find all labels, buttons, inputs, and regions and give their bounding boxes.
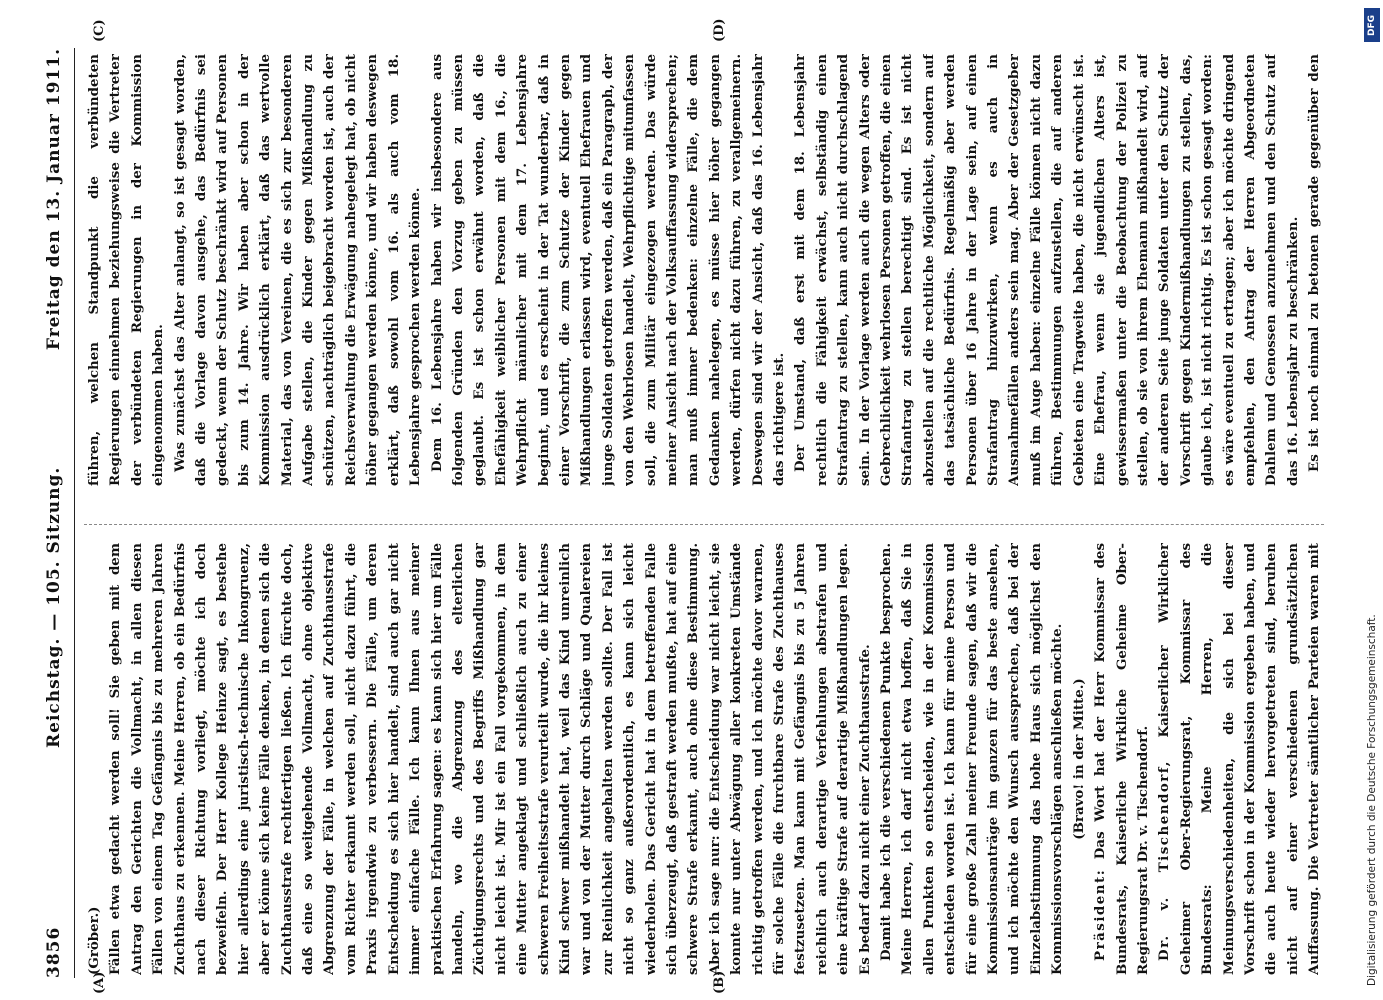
page-title: Reichstag. — 105. Sitzung. <box>44 466 64 748</box>
margin-marker-d: (D) <box>712 18 727 42</box>
right-column <box>84 54 1324 486</box>
margin-marker-a: (A) <box>92 971 107 994</box>
paragraph: Damit habe ich die verschiedenen Punkte besprochen. Meine Herren, ich darf nicht etwa hoffen, daß Sie in allen Punkten so entscheiden, wie in der Kommission entschieden worden ist. Ich kann für meine Person und für eine große Zahl meiner Freunde sagen, daß wir die Kommissionsanträge im ganzen für das beste ansehen, und ich möchte den Wunsch aussprechen, daß bei der Einzelabstimmung das hohe Haus sich möglichst den Kommissionsvorschlägen anschließen möchte. <box>878 543 1066 975</box>
applause-note: (Bravo! in der Mitte.) <box>1070 678 1087 840</box>
margin-marker-c: (C) <box>92 19 107 42</box>
president-paragraph <box>1090 543 1154 975</box>
margin-marker-b: (B) <box>712 970 727 994</box>
paragraph: Der Umstand, daß erst mit dem 18. Lebensjahr rechtlich die Fähigkeit erwächst, selbständig einen Strafantrag zu stellen, kann auch nicht durchschlagend sein. In der Vorlage werden auch die wegen Alters oder Gebrechlichkeit wehrlosen Personen getroffen, die einen Strafantrag zu stellen berechtigt sind. Es ist nicht abzustellen auf die rechtliche Möglichkeit, sondern auf das tatsächliche Bedürfnis. Regelmäßig aber werden Personen über 16 Jahre in der Lage sein, auf einen Strafantrag hinzuwirken, wenn es auch in Ausnahmefällen anders sein mag. Aber der Gesetzgeber muß im Auge haben: einzelne Fälle können nicht dazu führen, Bestimmungen aufzustellen, die auf anderen Gebieten eine Tragweite haben, die nicht erwünscht ist. Eine Ehefrau, wenn sie jugendlichen Alters ist, gewissermaßen unter die Beobachtung der Polizei zu stellen, ob sie von ihrem Ehemann mißhandelt wird, auf der anderen Seite junge Soldaten unter den Schutz der Vorschrift gegen Kindermißhandlungen zu stellen, das, glaube ich, ist nicht richtig. Es ist schon gesagt worden: es wäre eventuell zu ertragen; aber ich möchte dringend empfehlen, den Antrag der Herren Abgeordneten Dahlem und Genossen anzunehmen und den Schutz auf das 16. Lebensjahr zu beschränken. <box>792 54 1301 486</box>
paragraph: Es ist noch einmal zu betonen gerade gegenüber den <box>1306 54 1323 472</box>
dfg-logo: DFG <box>1364 8 1380 42</box>
paragraph: Dem 16. Lebensjahre haben wir insbesondere aus folgenden Gründen den Vorzug geben zu müssen geglaubt. Es ist schon erwähnt worden, daß die Ehefähigkeit weiblicher Personen mit dem 16., die Wehrpflicht männlicher mit dem 17. Lebensjahre beginnt, und es erscheint in der Tat wunderbar, daß in einer Vorschrift, die zum Schutze der Kinder gegen Mißhandlungen erlassen wird, eventuell Ehefrauen und junge Soldaten getroffen werden, daß ein Paragraph, der von den Wehrlosen handelt, Wehrpflichtige mitumfassen soll, die zum Militär eingezogen werden. Das würde meiner Ansicht nach der Volksauffassung widersprechen; man muß immer bedenken: einzelne Fälle, die dem Gedanken nahelegen, es müsse hier höher gegangen werden, dürfen nicht dazu führen, zu verallgemeinern. Deswegen sind wir der Ansicht, daß das 16. Lebensjahr das richtigere ist. <box>428 54 787 486</box>
page-header <box>40 48 70 978</box>
speaker-paragraph <box>1154 543 1324 975</box>
paragraph: Was zunächst das Alter anlangt, so ist gesagt worden, daß die Vorlage davon ausgehe, das Bedürfnis sei gedeckt, wenn der Schutz beschränkt wird auf Personen bis zum 14. Jahre. Wir haben aber schon in der Kommission ausdrücklich erklärt, daß das wertvolle Material, das von Vereinen, die es sich zur besonderen Aufgabe stellen, die Kinder gegen Mißhandlung zu schützen, nachträglich beigebracht worden ist, auch der Reichsverwaltung die Erwägung nahegelegt hat, ob nicht höher gegangen werden könne, und wir haben deswegen erklärt, daß sowohl vom 16. als auch vom 18. Lebensjahre gesprochen werden könne. <box>171 54 424 486</box>
left-column <box>84 543 1324 975</box>
page-date: Freitag den 13. Januar 1911. <box>44 48 64 351</box>
paragraph: führen, welchen Standpunkt die verbündeten Regierungen einnehmen beziehungsweise die Vertreter der verbündeten Regierungen in der Kommission eingenommen haben. <box>86 54 167 486</box>
page-number: 3856 <box>44 926 64 978</box>
header-rule <box>74 48 75 978</box>
digitization-credit: Digitalisierung gefördert durch die Deutsche Forschungsgemeinschaft. <box>1366 614 1378 986</box>
column-divider <box>84 524 1324 525</box>
paragraph: Fällen etwa gedacht werden soll! Sie geben mit dem Antrag den Gerichten die Vollmacht, in allen diesen Fällen von einem Tag Gefängnis bis zu mehreren Jahren Zuchthaus zu erkennen. Meine Herren, ob ein Bedürfnis nach dieser Richtung vorliegt, möchte ich doch bezweifeln. Der Herr Kollege Heinze sagt, es bestehe hier allerdings eine juristisch-technische Inkongruenz, aber er könne sich keine Fälle denken, in denen sich die Zuchthausstrafe rechtfertigen ließen. Ich fürchte doch, daß eine so weitgehende Vollmacht, ohne objektive Abgrenzung der Fälle, in welchen auf Zuchthausstrafe vom Richter erkannt werden soll, nicht dazu führt, die Praxis irgendwie zu verbessern. Die Fälle, um deren Entscheidung es sich hier handelt, sind auch gar nicht immer einfache Fälle. Ich kann Ihnen aus meiner praktischen Erfahrung sagen: es kann sich hier um Fälle handeln, wo die Abgrenzung des elterlichen Züchtigungsrechts und des Begriffs Mißhandlung gar nicht leicht ist. Mir ist ein Fall vorgekommen, in dem eine Mutter angeklagt und schließlich auch zu einer schweren Freiheitsstrafe verurteilt wurde, die ihr kleines Kind schwer mißhandelt hat, weil das Kind unreinlich war und von der Mutter durch Schläge und Qualereien zur Reinlichkeit angehalten werden sollte. Der Fall ist nicht so ganz außerordentlich, es kann sich leicht wiederholen. Das Gericht hat in dem betreffenden Falle sich überzeugt, daß gestraft werden mußte, hat auf eine schwere Strafe erkannt, auch ohne diese Bestimmung. Aber ich sage nur: die Entscheidung war nicht leicht, sie konnte nur unter Abwägung aller konkreten Umstände richtig getroffen werden, und ich möchte davor warnen, für solche Fälle die furchtbare Strafe des Zuchthauses festzusetzen. Man kann mit Gefängnis bis zu 5 Jahren reichlich auch derartige Verfehlungen abstrafen und eine kräftige Strafe auf derartige Mißhandlungen legen. Es bedarf dazu nicht einer Zuchthausstrafe. <box>107 543 873 975</box>
paragraph-text: Das Wort hat der Herr Kommissar des Bundesrats, Kaiserliche Wirkliche Geheime Ober-Regierungsrat Dr. v. Tischendorf. <box>1092 543 1151 975</box>
speaker-tag: (Gröber.) <box>86 906 102 975</box>
speaker-label: Dr. v. Tischendorf, <box>1156 760 1173 961</box>
paragraph-text: Kaiserlicher Wirklicher Geheimer Ober-Regierungsrat, Kommissar des Bundesrats: Meine Herren, die Meinungsverschiedenheiten, die sich bei dieser Vorschrift schon in der Kommission ergeben haben, und die auch heute wieder hervorgetreten sind, beruhen nicht auf einer verschiedenen grundsätzlichen Auffassung. Die Vertreter sämtlicher Parteien waren mit <box>1156 543 1323 975</box>
speaker-label: Präsident: <box>1092 868 1109 961</box>
